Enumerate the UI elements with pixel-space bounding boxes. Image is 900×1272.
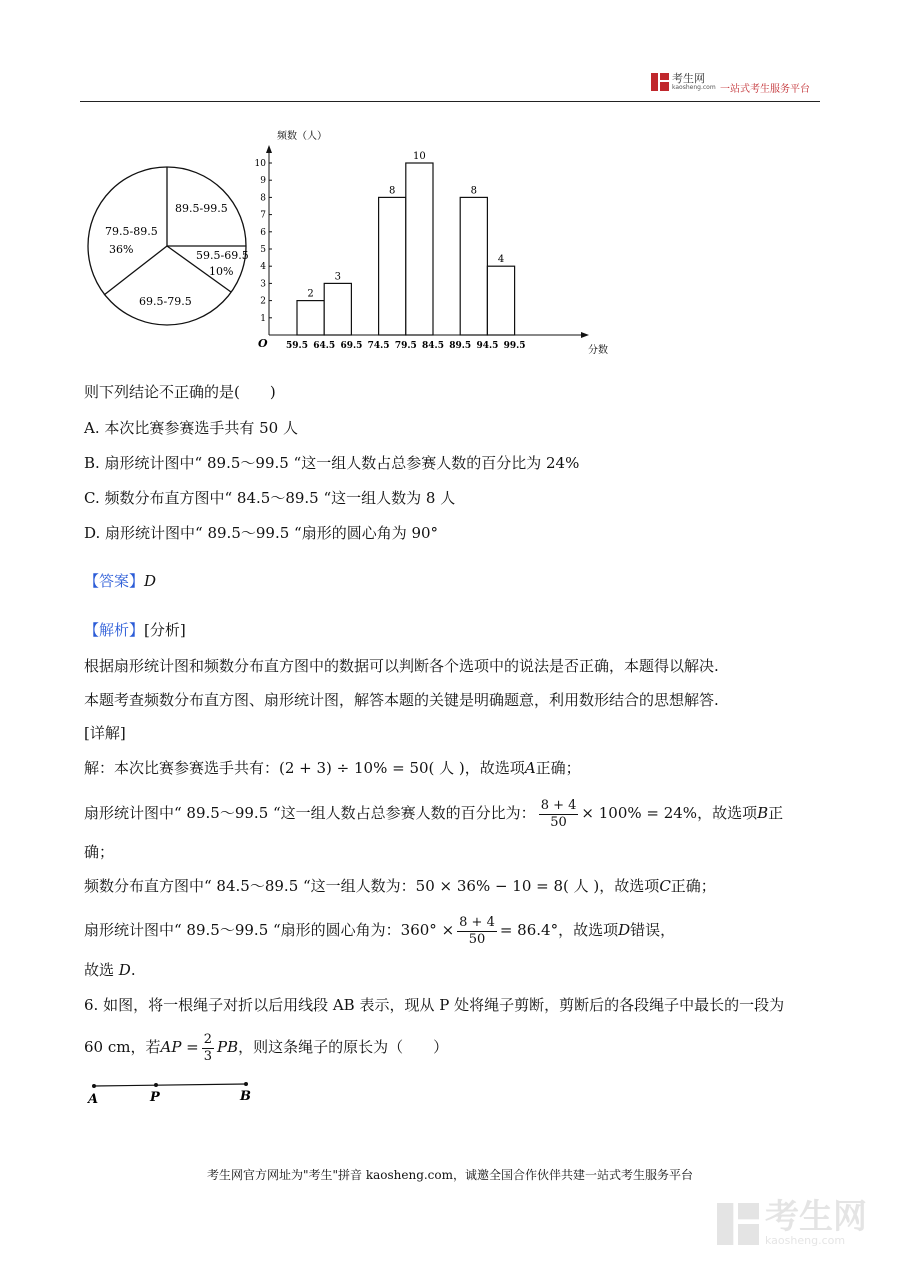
y-tick-label: 2 xyxy=(260,296,266,307)
q6-line1: 6. 如图，将一根绳子对折以后用线段 AB 表示，现从 P 处将绳子剪断，剪断后的各段绳子中最长的一段为 xyxy=(84,996,785,1014)
option-a: A. 本次比赛参赛选手共有 50 人 xyxy=(84,419,298,437)
y-tick-label: 10 xyxy=(255,159,266,169)
answer-line xyxy=(84,571,156,591)
answer-value: D xyxy=(144,572,157,590)
bar-value-label: 8 xyxy=(470,185,477,197)
origin-label: O xyxy=(258,337,268,350)
header-divider xyxy=(80,101,820,102)
y-tick-label: 1 xyxy=(260,313,266,324)
x-tick-label: 89.5 xyxy=(449,341,472,351)
option-b: B. 扇形统计图中“ 89.5～99.5 “这一组人数占总参赛人数的百分比为 24% xyxy=(84,454,580,472)
y-axis-arrow xyxy=(266,145,272,153)
x-tick-label: 84.5 xyxy=(422,341,444,351)
y-tick-label: 7 xyxy=(260,210,266,221)
histogram-bar xyxy=(487,266,514,335)
x-tick-label: 94.5 xyxy=(476,341,499,351)
x-tick-label: 64.5 xyxy=(313,341,336,351)
option-d: D. 扇形统计图中“ 89.5～99.5 “扇形的圆心角为 90° xyxy=(84,524,439,542)
x-tick-label: 79.5 xyxy=(394,341,417,351)
y-tick-label: 6 xyxy=(260,227,266,238)
watermark-logo-icon xyxy=(717,1203,759,1245)
solution-step-3: 频数分布直方图中“ 84.5～89.5 “这一组人数为：50 × 36% − 10 = 8( 人 )，故选项C正确； xyxy=(84,877,716,895)
option-c: C. 频数分布直方图中“ 84.5～89.5 “这一组人数为 8 人 xyxy=(84,489,456,507)
histogram-bar xyxy=(406,163,433,335)
point-b-dot xyxy=(244,1082,248,1086)
point-a-dot xyxy=(92,1084,96,1088)
pie-percent-79-89: 36% xyxy=(109,243,134,256)
analysis-p1: 根据扇形统计图和频数分布直方图中的数据可以判断各个选项中的说法是否正确，本题得以解决. xyxy=(84,657,719,675)
pie-label-59-69: 59.5-69.5 xyxy=(196,249,249,262)
x-tick-label: 69.5 xyxy=(340,341,363,351)
footer-text: 考生网官方网址为"考生"拼音 kaosheng.com，诚邀全国合作伙伴共建一站式考生服务平台 xyxy=(206,1168,694,1182)
watermark-domain: kaosheng.com xyxy=(765,1234,846,1247)
bar-value-label: 3 xyxy=(334,271,341,283)
q6-line2: 60 cm，若AP = $\frac{2}{3}$ PB，则这条绳子的原长为（ ） xyxy=(84,1031,449,1064)
question-prompt: 则下列结论不正确的是( ) xyxy=(84,383,276,401)
watermark xyxy=(717,1197,867,1247)
solution-step-2-wrap: 确； xyxy=(84,843,115,861)
pie-label-79-89: 79.5-89.5 xyxy=(105,225,158,238)
answer-tag: 【答案】 xyxy=(84,572,145,590)
analysis-fenxi: [分析] xyxy=(144,621,186,639)
histogram-bar xyxy=(297,301,324,335)
pie-chart xyxy=(85,165,250,330)
histogram-chart xyxy=(255,125,615,360)
segment-diagram xyxy=(84,1076,264,1108)
solution-step-4: 扇形统计图中“ 89.5～99.5 “扇形的圆心角为：360° × $\frac{8 + 4}{50}$ = 86.4°，故选项D错误， xyxy=(84,914,676,947)
y-tick-label: 8 xyxy=(260,193,266,204)
analysis-xiangjie: [详解] xyxy=(84,724,126,742)
x-tick-label: 59.5 xyxy=(286,341,308,351)
segment-ab xyxy=(94,1084,246,1086)
fraction-12-over-50-b: $\frac{8 + 4}{50}$ xyxy=(459,914,495,947)
solution-step-1: 解：本次比赛参赛选手共有：(2 + 3) ÷ 10% = 50( 人 )，故选项A正确； xyxy=(84,759,581,777)
solution-step-2: 扇形统计图中“ 89.5～99.5 “这一组人数占总参赛人数的百分比为： $\frac{8 + 4}{50}$ × 100% = 24%，故选项B正 xyxy=(84,797,784,830)
pie-label-89-99: 89.5-99.5 xyxy=(175,202,228,215)
y-tick-label: 5 xyxy=(260,245,266,255)
fraction-12-over-50: $\frac{8 + 4}{50}$ xyxy=(540,797,577,830)
x-axis-label: 分数 xyxy=(588,345,608,356)
watermark-name: 考生网 xyxy=(765,1197,867,1237)
header-logo xyxy=(651,73,716,91)
point-p-label: P xyxy=(150,1090,160,1105)
point-b-label: B xyxy=(240,1089,251,1104)
y-tick-label: 4 xyxy=(260,262,266,273)
y-tick-label: 3 xyxy=(260,279,266,290)
histogram-bar xyxy=(379,197,406,335)
histogram-bar xyxy=(460,197,487,335)
y-axis-label: 频数（人） xyxy=(277,131,327,142)
pie-label-69-79: 69.5-79.5 xyxy=(139,295,192,308)
x-tick-label: 99.5 xyxy=(503,341,526,351)
bar-value-label: 4 xyxy=(497,254,505,266)
bar-value-label: 8 xyxy=(389,185,396,197)
histogram-bar xyxy=(324,283,351,335)
conclusion: 故选 D. xyxy=(84,961,136,979)
header-tagline: 一站式考生服务平台 xyxy=(720,84,810,95)
x-axis-arrow xyxy=(581,332,589,338)
logo-name: 考生网 xyxy=(672,72,705,85)
analysis-tag: 【解析】 xyxy=(84,621,145,639)
analysis-header xyxy=(84,620,186,640)
x-tick-label: 74.5 xyxy=(367,341,390,351)
point-p-dot xyxy=(154,1083,158,1087)
fraction-2-over-3: $\frac{2}{3}$ xyxy=(203,1031,213,1064)
y-tick-label: 9 xyxy=(260,176,266,187)
bar-value-label: 2 xyxy=(307,288,314,300)
logo-domain: kaosheng.com xyxy=(672,84,716,91)
pie-percent-59-69: 10% xyxy=(209,265,234,278)
point-a-label: A xyxy=(88,1092,99,1107)
bar-value-label: 10 xyxy=(413,151,426,162)
kaosheng-logo-icon xyxy=(651,73,669,91)
analysis-p2: 本题考查频数分布直方图、扇形统计图，解答本题的关键是明确题意，利用数形结合的思想解答. xyxy=(84,691,719,709)
